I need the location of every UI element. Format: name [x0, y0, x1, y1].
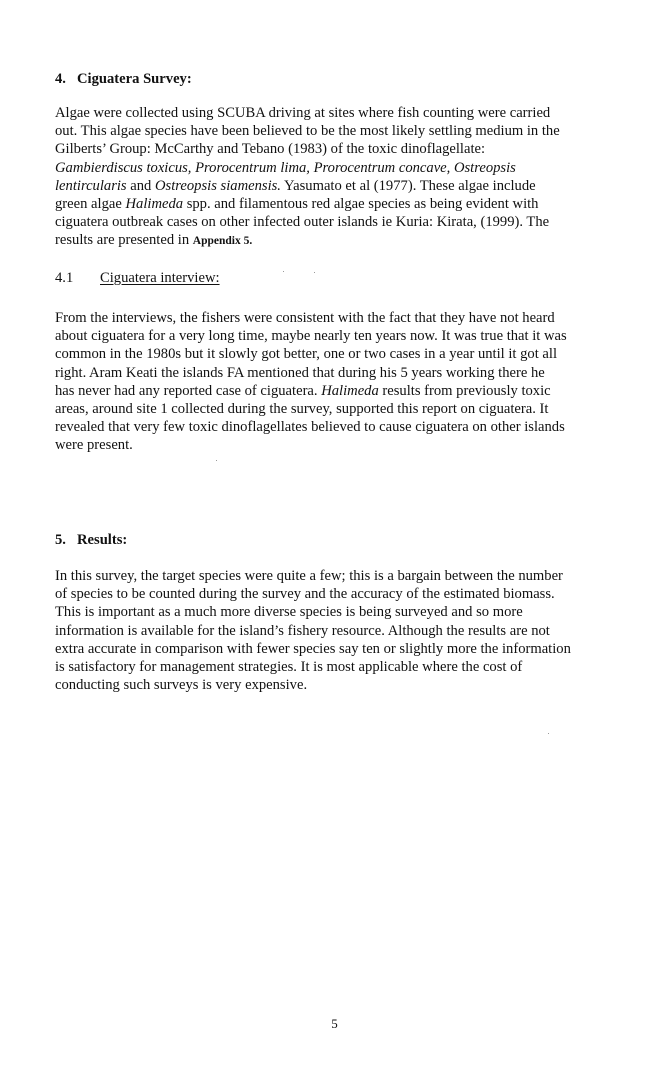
text-segment: From the interviews, the fishers were consistent with the fact that they have not heard	[55, 310, 555, 326]
scan-speck	[314, 272, 315, 273]
section-4-1-title: Ciguatera interview:	[100, 270, 220, 286]
text-segment: conducting such surveys is very expensive.	[55, 677, 308, 694]
appendix-reference: Appendix 5.	[192, 235, 253, 248]
text-segment: Algae were collected using SCUBA driving at sites where fish counting were carried	[55, 105, 551, 121]
text-line	[55, 122, 627, 140]
text-segment: and	[126, 177, 155, 194]
text-line	[55, 195, 627, 213]
text-line	[55, 418, 627, 436]
text-line	[55, 309, 627, 327]
section-4-1-paragraph	[55, 309, 627, 455]
text-segment: extra accurate in comparison with fewer species say ten or slightly more the information	[55, 640, 571, 657]
text-segment: Gilberts’ Group: McCarthy and Tebano (1983) of the toxic dinoflagellate:	[55, 141, 486, 158]
text-segment: were present.	[55, 437, 133, 454]
text-segment: information is available for the island’s fishery resource. Although the results are not	[55, 622, 550, 639]
text-line	[55, 436, 627, 454]
text-line	[55, 382, 627, 400]
text-segment: out. This algae species have been believed to be the most likely settling medium in the	[55, 123, 560, 140]
text-line	[55, 640, 627, 658]
text-line	[55, 177, 627, 195]
italic-text: lentircularis	[55, 177, 127, 194]
text-segment: of species to be counted during the survey and the accuracy of the estimated biomass.	[55, 586, 555, 603]
text-line	[55, 585, 627, 603]
scan-speck	[548, 733, 549, 734]
italic-text: Halimeda	[321, 382, 379, 399]
section-4-title: Ciguatera Survey:	[77, 71, 192, 87]
text-line	[55, 104, 627, 122]
text-segment: common in the 1980s but it slowly got better, one or two cases in a year until it got all	[55, 346, 558, 363]
scan-speck	[283, 271, 284, 272]
italic-text: Halimeda	[125, 196, 184, 213]
text-line	[55, 345, 627, 363]
text-line	[55, 213, 627, 231]
section-4-heading	[55, 70, 192, 88]
text-line	[55, 567, 627, 585]
text-segment: revealed that very few toxic dinoflagellates believed to cause ciguatera on other islands	[55, 419, 565, 436]
text-line	[55, 400, 627, 418]
text-line	[55, 231, 627, 250]
italic-text: Ostreopsis siamensis.	[155, 177, 281, 194]
text-segment: Yasumato et al (1977). These algae include	[280, 177, 536, 194]
text-segment: areas, around site 1 collected during the survey, supported this report on ciguatera. It	[55, 401, 549, 418]
text-line	[55, 327, 627, 345]
text-segment: results are presented in	[55, 232, 193, 249]
text-line	[55, 622, 627, 640]
section-4-1-number: 4.1	[55, 270, 74, 286]
text-segment: about ciguatera for a very long time, maybe nearly ten years now. It was true that it was	[55, 328, 567, 345]
section-4-number: 4.	[55, 71, 66, 87]
text-segment: This is important as a much more diverse species is being surveyed and so more	[55, 604, 523, 621]
section-5-title: Results:	[77, 532, 128, 548]
section-5-paragraph	[55, 567, 627, 694]
text-line	[55, 603, 627, 621]
text-line	[55, 159, 627, 177]
text-segment: green algae	[55, 196, 126, 213]
text-line	[55, 140, 627, 158]
text-segment: spp. and filamentous red algae species as being evident with	[183, 196, 539, 213]
text-line	[55, 658, 627, 676]
text-segment: ciguatera outbreak cases on other infected outer islands ie Kuria: Kirata, (1999). The	[55, 214, 550, 231]
page-number: 5	[331, 1016, 338, 1031]
text-segment: In this survey, the target species were quite a few; this is a bargain between the number	[55, 568, 563, 584]
text-segment: right. Aram Keati the islands FA mentioned that during his 5 years working there he	[55, 364, 545, 381]
section-4-1-heading	[55, 269, 220, 287]
italic-text: Gambierdiscus toxicus, Prorocentrum lima, Prorocentrum concave, Ostreopsis	[55, 159, 516, 176]
scan-speck	[216, 460, 217, 461]
section-5-number: 5.	[55, 532, 66, 548]
text-segment: has never had any reported case of ciguatera.	[55, 382, 322, 399]
text-line	[55, 364, 627, 382]
text-segment: results from previously toxic	[378, 382, 551, 399]
section-4-paragraph	[55, 104, 627, 251]
text-segment: is satisfactory for management strategies. It is most applicable where the cost of	[55, 659, 523, 676]
section-5-heading	[55, 531, 127, 549]
text-line	[55, 676, 627, 694]
